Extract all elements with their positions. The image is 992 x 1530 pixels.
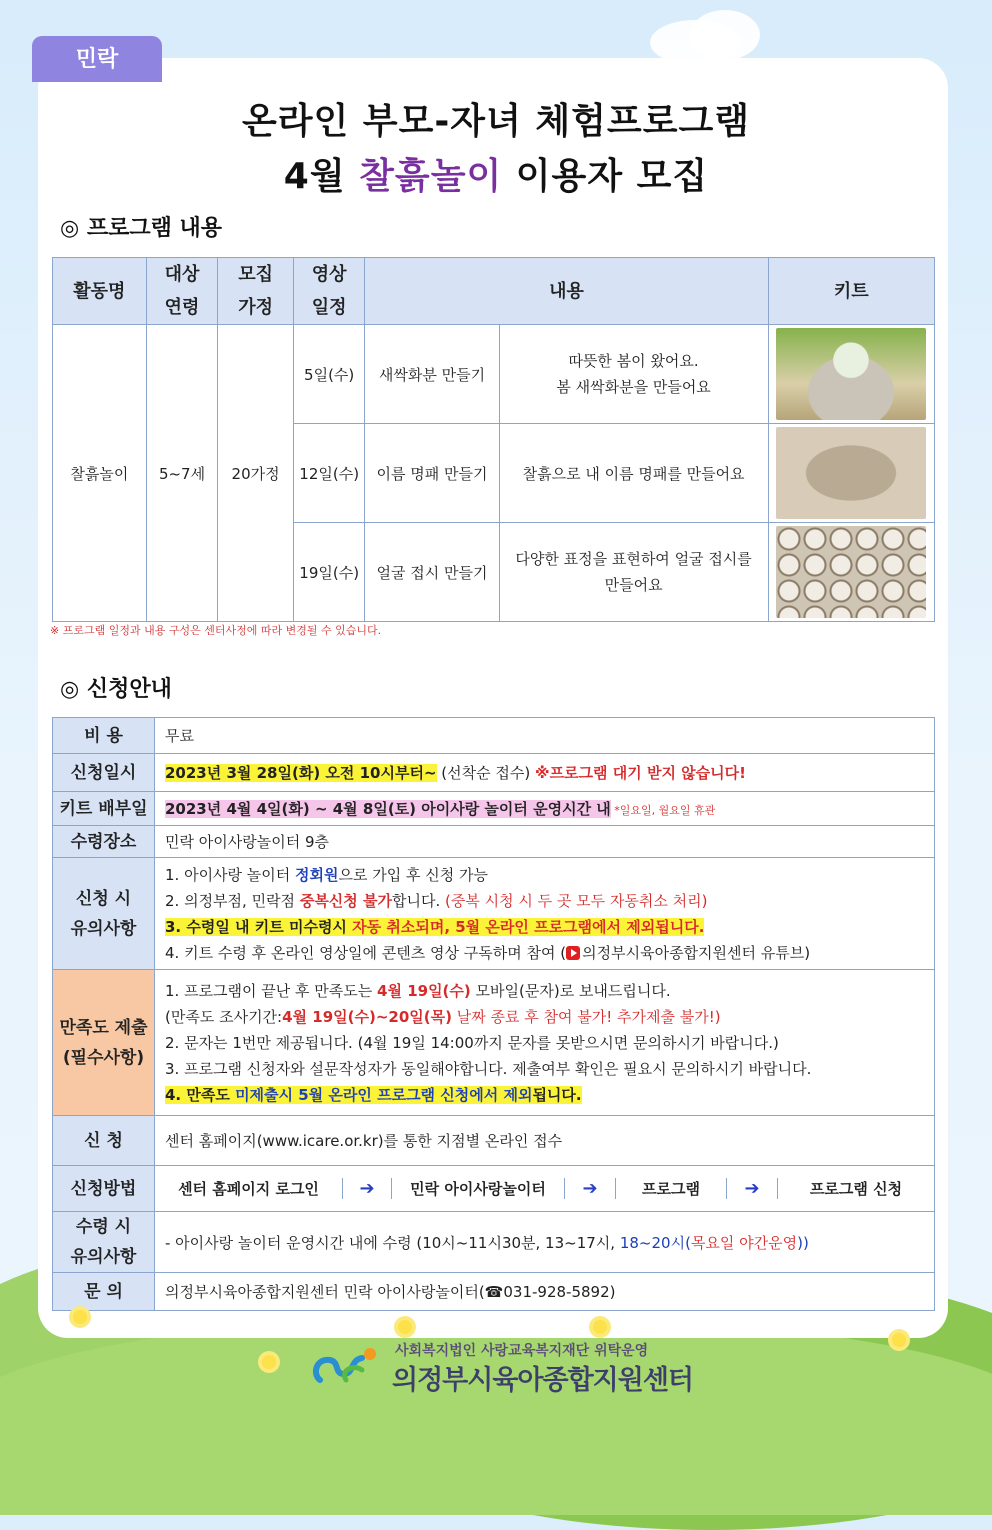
step-program: 프로그램 bbox=[616, 1178, 727, 1199]
cost-label: 비 용 bbox=[53, 718, 155, 754]
caution-item: 4. 키트 수령 후 온라인 영상일에 콘텐츠 영상 구독하며 참여 ( 의정부시육아종합지원센터 유튜브) bbox=[165, 943, 811, 962]
row-title: 얼굴 접시 만들기 bbox=[365, 523, 499, 622]
header-schedule: 영상 일정 bbox=[293, 258, 365, 325]
method-label: 신청방법 bbox=[53, 1166, 155, 1212]
flower-icon bbox=[73, 1310, 87, 1324]
survey-item: 1. 프로그램이 끝난 후 만족도는 4월 19일(수) 모바일(문자)로 보내드립니다. bbox=[165, 981, 671, 1000]
branch-tab: 민락 bbox=[32, 36, 162, 82]
header-content: 내용 bbox=[365, 258, 768, 325]
center-logo-icon bbox=[310, 1340, 390, 1392]
row-date: 12일(수) bbox=[293, 424, 365, 523]
section-program-heading: ◎ 프로그램 내용 bbox=[60, 216, 223, 241]
method-steps bbox=[155, 1166, 935, 1212]
receive-label: 수령 시 유의사항 bbox=[53, 1212, 155, 1273]
survey-item: 3. 프로그램 신청자와 설문작성자가 동일해야합니다. 제출여부 확인은 필요시 문의하시기 바랍니다. bbox=[165, 1059, 812, 1078]
page-title-line1: 온라인 부모-자녀 체험프로그램 bbox=[241, 101, 751, 142]
row-title: 이름 명패 만들기 bbox=[365, 424, 499, 523]
org-subtitle: 사회복지법인 사랑교육복지재단 위탁운영 bbox=[395, 1343, 649, 1359]
receive-value: - 아이사랑 놀이터 운영시간 내에 수령 (10시~11시30분, 13~17시, 18~20시(목요일 야간운영)) bbox=[155, 1212, 935, 1273]
plant-pot-photo bbox=[776, 328, 926, 420]
step-apply: 프로그램 신청 bbox=[809, 1180, 903, 1198]
contact-value: 의정부시육아종합지원센터 민락 아이사랑놀이터(☎031-928-5892) bbox=[155, 1273, 935, 1311]
family-count: 20가정 bbox=[218, 325, 294, 622]
activity-name: 찰흙놀이 bbox=[53, 325, 147, 622]
flower-icon bbox=[892, 1333, 906, 1347]
caution-item: 2. 의정부점, 민락점 중복신청 불가합니다. (중복 시청 시 두 곳 모두 자동취소 처리) bbox=[165, 891, 708, 910]
schedule-note: ※ 프로그램 일정과 내용 구성은 센터사정에 따라 변경될 수 있습니다. bbox=[50, 624, 382, 637]
survey-item: (만족도 조사기간:4월 19일(수)~20일(목) 날짜 종료 후 참여 불가! 추가제출 불가!) bbox=[165, 1007, 721, 1026]
flower-icon bbox=[398, 1320, 412, 1334]
header-families: 모집 가정 bbox=[218, 258, 294, 325]
row-desc: 따뜻한 봄이 왔어요. 봄 새싹화분을 만들어요 bbox=[499, 325, 768, 424]
step-branch: 민락 아이사랑놀이터 bbox=[392, 1178, 565, 1199]
cloud bbox=[690, 10, 760, 60]
org-name: 의정부시육아종합지원센터 bbox=[392, 1365, 693, 1396]
header-activity: 활동명 bbox=[53, 258, 147, 325]
caution-item: 1. 아이사랑 놀이터 정회원으로 가입 후 신청 가능 bbox=[165, 865, 489, 884]
pickup-place-label: 수령장소 bbox=[53, 826, 155, 858]
application-info-table bbox=[52, 717, 935, 1311]
target-age: 5~7세 bbox=[146, 325, 218, 622]
clay-heart-photo bbox=[776, 427, 926, 519]
contact-label: 문 의 bbox=[53, 1273, 155, 1311]
flower-icon bbox=[262, 1355, 276, 1369]
row-date: 5일(수) bbox=[293, 325, 365, 424]
arrow-right-icon: ➔ bbox=[727, 1178, 778, 1199]
apply-value: 센터 홈페이지(www.icare.or.kr)를 통한 지점별 온라인 접수 bbox=[155, 1116, 935, 1166]
pickup-place-value: 민락 아이사랑놀이터 9층 bbox=[155, 826, 935, 858]
survey-item: 4. 만족도 미제출시 5월 온라인 프로그램 신청에서 제외됩니다. bbox=[165, 1085, 582, 1104]
survey-item: 2. 문자는 1번만 제공됩니다. (4월 19일 14:00까지 문자를 못받으시면 문의하시기 바랍니다.) bbox=[165, 1033, 779, 1052]
apply-date-value: 2023년 3월 28일(화) 오전 10시부터~ (선착순 접수) ※프로그램 대기 받지 않습니다! bbox=[155, 754, 935, 792]
program-table bbox=[52, 257, 935, 622]
step-login: 센터 홈페이지 로그인 bbox=[155, 1178, 343, 1199]
arrow-right-icon: ➔ bbox=[343, 1178, 392, 1199]
row-title: 새싹화분 만들기 bbox=[365, 325, 499, 424]
survey-label: 만족도 제출 (필수사항) bbox=[53, 970, 155, 1116]
kit-date-value: 2023년 4월 4일(화) ~ 4월 8일(토) 아이사랑 놀이터 운영시간 내 *일요일, 월요일 휴관 bbox=[155, 792, 935, 826]
caution-list bbox=[155, 858, 935, 970]
row-desc: 다양한 표정을 표현하여 얼굴 접시를 만들어요 bbox=[499, 523, 768, 622]
cost-value: 무료 bbox=[155, 718, 935, 754]
kit-date-label: 키트 배부일 bbox=[53, 792, 155, 826]
survey-list bbox=[155, 970, 935, 1116]
header-age: 대상 연령 bbox=[146, 258, 218, 325]
section-apply-heading: ◎ 신청안내 bbox=[60, 677, 172, 702]
row-desc: 찰흙으로 내 이름 명패를 만들어요 bbox=[499, 424, 768, 523]
title-highlight: 찰흙놀이 bbox=[359, 156, 503, 197]
apply-label: 신 청 bbox=[53, 1116, 155, 1166]
row-date: 19일(수) bbox=[293, 523, 365, 622]
face-plates-photo bbox=[776, 526, 926, 618]
page-title-line2: 4월 찰흙놀이 이용자 모집 bbox=[283, 156, 709, 197]
flower-icon bbox=[593, 1320, 607, 1334]
header-kit: 키트 bbox=[768, 258, 934, 325]
caution-label: 신청 시 유의사항 bbox=[53, 858, 155, 970]
caution-item: 3. 수령일 내 키트 미수령시 자동 취소되며, 5월 온라인 프로그램에서 제외됩니다. bbox=[165, 917, 705, 936]
arrow-right-icon: ➔ bbox=[565, 1178, 616, 1199]
apply-date-label: 신청일시 bbox=[53, 754, 155, 792]
youtube-icon bbox=[566, 946, 580, 960]
